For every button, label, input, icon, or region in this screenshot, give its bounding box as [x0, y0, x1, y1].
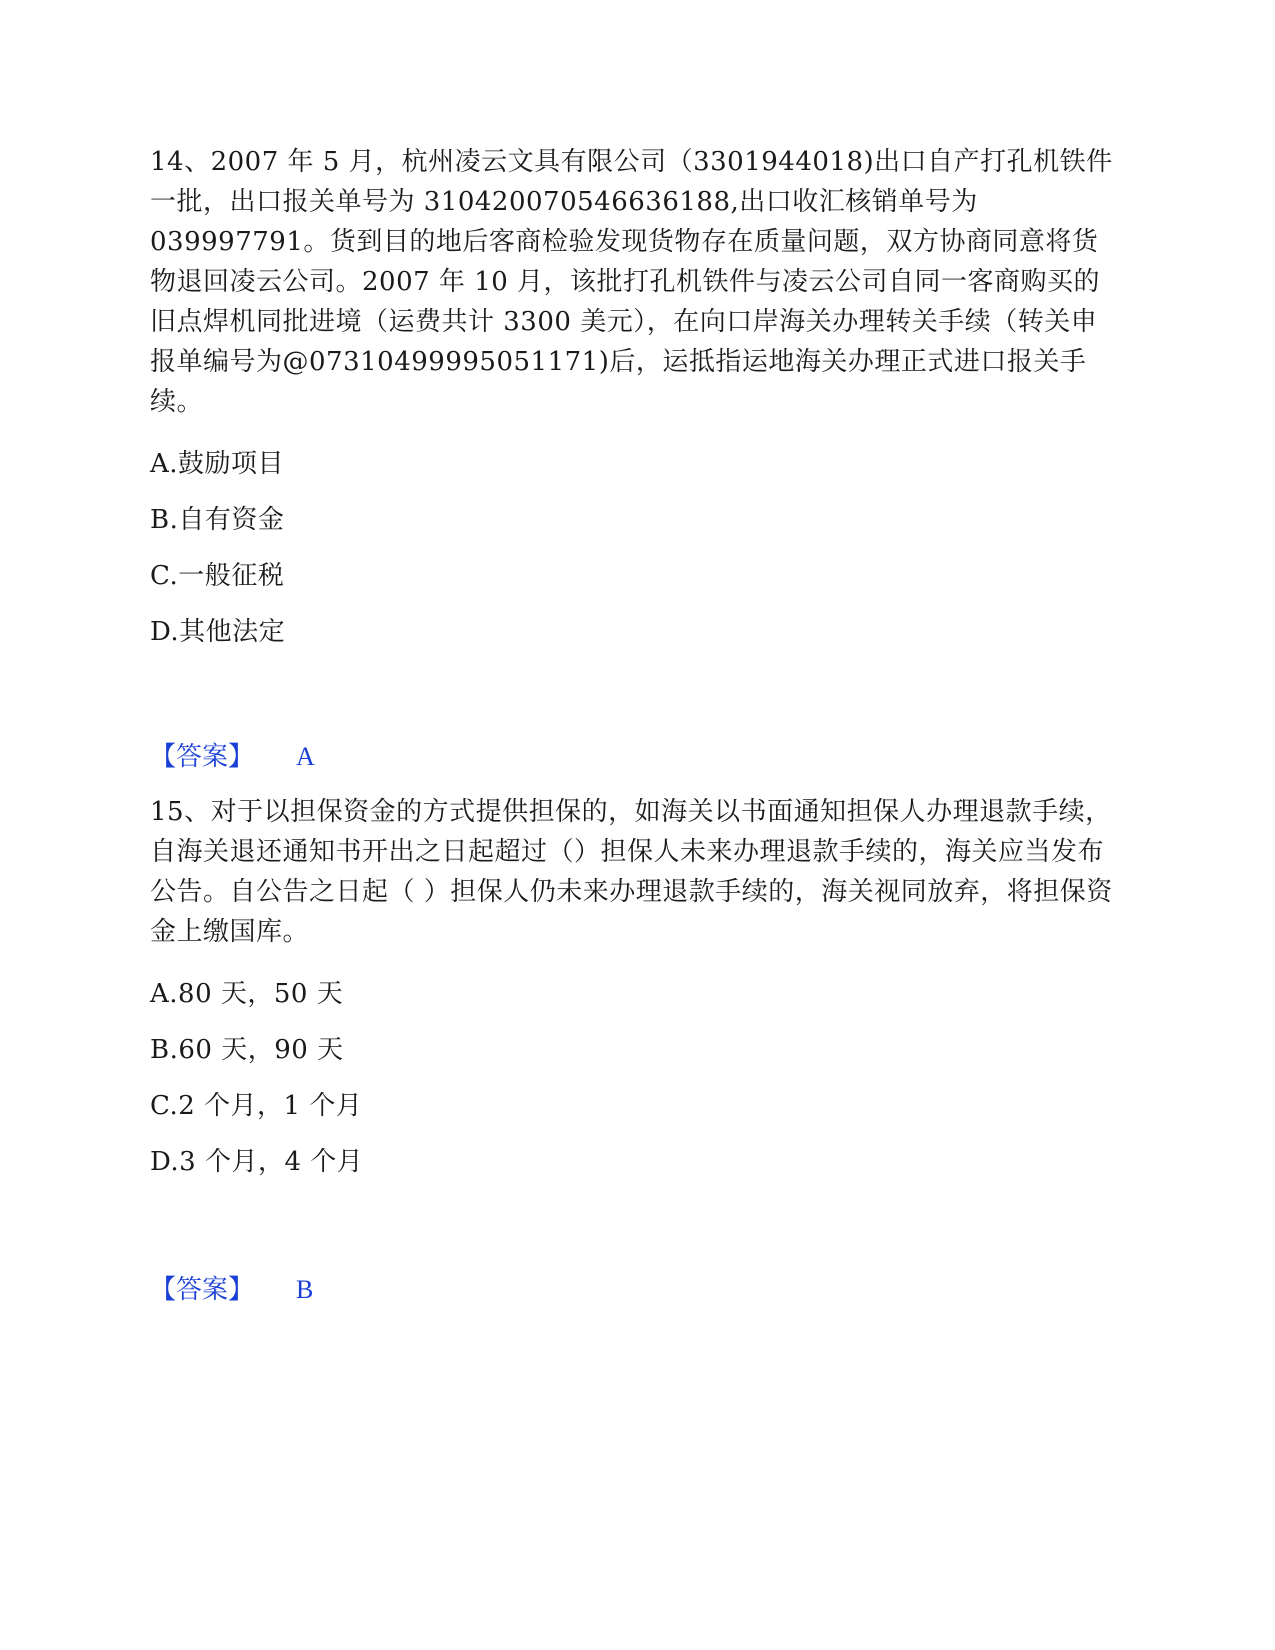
question-15-options — [150, 966, 1115, 1190]
option-a: A.鼓励项目 — [150, 449, 285, 479]
answer-15 — [150, 1270, 313, 1310]
option-d: D.3 个月，4 个月 — [150, 1147, 364, 1177]
option-c: C.一般征税 — [150, 561, 285, 591]
option-b: B.60 天，90 天 — [150, 1035, 344, 1065]
answer-label: 【答案】 — [150, 742, 255, 772]
question-14 — [150, 142, 1115, 660]
option-b: B.自有资金 — [150, 505, 285, 535]
answer-label: 【答案】 — [150, 1275, 255, 1305]
answer-value: A — [296, 742, 315, 771]
question-15-text: 15、对于以担保资金的方式提供担保的，如海关以书面通知担保人办理退款手续，自海关退还通知书开出之日起超过（）担保人未来办理退款手续的，海关应当发布公告。自公告之日起（ ）担保人仍未来办理退款手续的，海关视同放弃，将担保资金上缴国库。 — [150, 797, 1113, 947]
answer-value: B — [296, 1275, 314, 1304]
option-d: D.其他法定 — [150, 617, 286, 647]
question-15 — [150, 792, 1115, 1190]
option-c: C.2 个月，1 个月 — [150, 1091, 363, 1121]
question-14-options — [150, 436, 1115, 660]
question-14-text: 14、2007 年 5 月，杭州凌云文具有限公司（3301944018)出口自产打孔机铁件一批，出口报关单号为 310420070546636188,出口收汇核销单号为039997791。货到目的地后客商检验发现货物存在质量问题，双方协商同意将货物退回凌云公司。2007 年 10 月，该批打孔机铁件与凌云公司自同一客商购买的旧点焊机同批进境（运费共计 3300 美元），在向口岸海关办理转关手续（转关申报单编号为@07310499995051171)后，运抵指运地海关办理正式进口报关手续。 — [150, 147, 1113, 417]
option-a: A.80 天，50 天 — [150, 979, 344, 1009]
answer-14 — [150, 737, 315, 777]
